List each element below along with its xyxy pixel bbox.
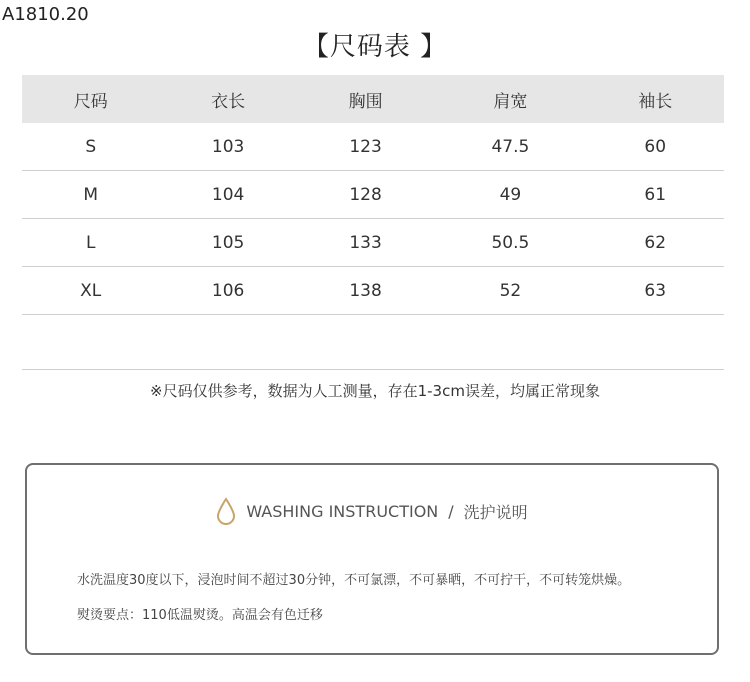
cell-sleeve: 62 — [587, 219, 725, 267]
header-length: 衣长 — [159, 75, 296, 123]
header-sleeve: 袖长 — [587, 75, 725, 123]
product-code: A1810.20 — [2, 4, 89, 25]
washing-heading — [27, 497, 717, 525]
table-header-row — [22, 75, 724, 123]
washing-instruction-box — [25, 463, 719, 655]
table-row — [22, 123, 724, 171]
washing-line-2: 熨烫要点：110低温熨烫。高温会有色迁移 — [77, 608, 323, 623]
cell-sleeve: 61 — [587, 171, 725, 219]
washing-heading-cn: 洗护说明 — [463, 502, 528, 522]
cell-length: 104 — [159, 171, 296, 219]
cell-chest: 138 — [297, 267, 434, 315]
cell-size: S — [22, 123, 159, 171]
water-drop-icon — [216, 497, 236, 525]
measurement-note: ※尺码仅供参考，数据为人工测量，存在1-3cm误差，均属正常现象 — [150, 382, 600, 400]
cell-length: 106 — [159, 267, 296, 315]
cell-chest: 133 — [297, 219, 434, 267]
cell-sleeve: 63 — [587, 267, 725, 315]
header-size: 尺码 — [22, 75, 159, 123]
page-title: 【尺码表 】 — [302, 32, 448, 62]
cell-shoulder: 50.5 — [434, 219, 586, 267]
table-row-empty — [22, 315, 724, 370]
washing-line-1: 水洗温度30度以下，浸泡时间不超过30分钟，不可氯漂，不可暴晒，不可拧干，不可转笼烘燥。 — [77, 573, 631, 588]
cell-chest: 123 — [297, 123, 434, 171]
table-row — [22, 171, 724, 219]
cell-length: 103 — [159, 123, 296, 171]
cell-size: L — [22, 219, 159, 267]
washing-heading-separator: / — [448, 501, 454, 521]
cell-chest: 128 — [297, 171, 434, 219]
cell-shoulder: 47.5 — [434, 123, 586, 171]
cell-shoulder: 52 — [434, 267, 586, 315]
washing-heading-en: WASHING INSTRUCTION — [246, 501, 439, 521]
size-table — [22, 75, 724, 370]
table-row — [22, 267, 724, 315]
header-chest: 胸围 — [297, 75, 434, 123]
cell-length: 105 — [159, 219, 296, 267]
header-shoulder: 肩宽 — [434, 75, 586, 123]
cell-size: M — [22, 171, 159, 219]
cell-shoulder: 49 — [434, 171, 586, 219]
cell-sleeve: 60 — [587, 123, 725, 171]
table-row — [22, 219, 724, 267]
cell-size: XL — [22, 267, 159, 315]
